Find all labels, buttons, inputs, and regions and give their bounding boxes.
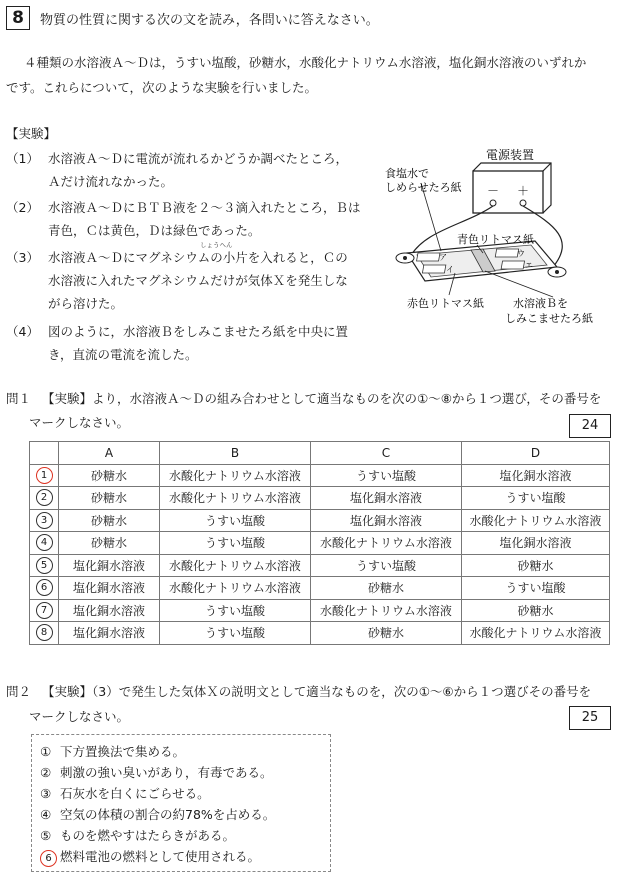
table-cell: 水酸化ナトリウム水溶液	[160, 577, 311, 600]
table-cell: 塩化銅水溶液	[59, 622, 160, 645]
choice-4: ④ 空気の体積の割合の約78%を占める。	[40, 807, 276, 822]
experiment-1-num: （1）	[6, 151, 39, 166]
table-cell: うすい塩酸	[462, 577, 610, 600]
table-cell: 水酸化ナトリウム水溶液	[311, 599, 462, 622]
power-supply-label: 電源装置	[486, 148, 535, 162]
q2-line-1: 【実験】（3）で発生した気体Ｘの説明文として適当なものを，次の①～⑥から１つ選びその番号を	[42, 684, 592, 699]
solution-b-label-2: しみこませたろ紙	[505, 312, 593, 325]
q2-choices-box	[31, 734, 331, 872]
table-row	[30, 464, 610, 487]
table-header-cell: A	[59, 442, 160, 465]
table-header-row	[30, 442, 610, 465]
paragraph-line-1: ４種類の水溶液Ａ～Ｄは，うすい塩酸，砂糖水，水酸化ナトリウム水溶液，塩化銅水溶液のいずれか	[24, 55, 587, 70]
ruby-shouhen: しょうへん	[200, 241, 233, 249]
experiment-heading: 【実験】	[6, 126, 57, 141]
table-cell: うすい塩酸	[160, 509, 311, 532]
option-number-cell	[30, 464, 59, 487]
table-cell: 水酸化ナトリウム水溶液	[311, 532, 462, 555]
option-number: 6	[36, 579, 53, 596]
blue-litmus-label: 青色リトマス紙	[457, 233, 534, 246]
option-number: 8	[36, 624, 53, 641]
table-cell: 水酸化ナトリウム水溶液	[160, 554, 311, 577]
table-cell: うすい塩酸	[160, 599, 311, 622]
table-cell: 砂糖水	[59, 487, 160, 510]
table-cell: 塩化銅水溶液	[311, 487, 462, 510]
table-cell: 塩化銅水溶液	[462, 532, 610, 555]
table-cell: 塩化銅水溶液	[59, 554, 160, 577]
option-number-cell	[30, 509, 59, 532]
option-number: 2	[36, 489, 53, 506]
experiment-2-line-1: 水溶液Ａ～ＤにＢＴＢ液を２～３滴入れたところ，Ｂは	[48, 200, 361, 215]
q1-label: 問１	[6, 391, 32, 406]
table-cell: うすい塩酸	[311, 464, 462, 487]
power-supply	[473, 171, 543, 213]
selected-option-mark: 1	[36, 467, 53, 484]
plus-terminal	[520, 200, 526, 206]
table-cell: 水酸化ナトリウム水溶液	[160, 487, 311, 510]
choice-2: ② 刺激の強い臭いがあり，有毒である。	[40, 765, 273, 780]
choice-5: ⑤ ものを燃やすはたらきがある。	[40, 828, 236, 843]
table-row	[30, 487, 610, 510]
table-header-cell	[30, 442, 59, 465]
choice-3: ③ 石灰水を白くにごらせる。	[40, 786, 210, 801]
table-cell: 砂糖水	[462, 599, 610, 622]
paragraph-line-2: です。これらについて，次のような実験を行いました。	[6, 80, 318, 95]
intro-text: 物質の性質に関する次の文を読み，各問いに答えなさい。	[40, 13, 379, 28]
q1-line-1: 【実験】より，水溶液Ａ～Ｄの組み合わせとして適当なものを次の①～⑧から１つ選び，その番号を	[42, 391, 602, 406]
experiment-1-line-1: 水溶液Ａ～Ｄに電流が流れるかどうか調べたところ，	[48, 151, 349, 166]
option-number-cell	[30, 599, 59, 622]
option-number-cell	[30, 577, 59, 600]
table-cell: 砂糖水	[59, 464, 160, 487]
table-cell: 塩化銅水溶液	[462, 464, 610, 487]
table-cell: うすい塩酸	[160, 532, 311, 555]
option-number: 7	[36, 602, 53, 619]
red-litmus-label: 赤色リトマス紙	[407, 297, 484, 310]
table-header-cell: D	[462, 442, 610, 465]
table-cell: 塩化銅水溶液	[311, 509, 462, 532]
question-number-box: 8	[6, 6, 30, 30]
experiment-2-line-2: 青色，Ｃは黄色，Ｄは緑色であった。	[48, 223, 261, 238]
q2-line-2: マークしなさい。	[29, 709, 130, 724]
option-number-cell	[30, 622, 59, 645]
experiment-1-line-2: Ａだけ流れなかった。	[48, 174, 174, 189]
q1-line-2: マークしなさい。	[29, 415, 130, 430]
experiment-2-num: （2）	[6, 200, 39, 215]
experiment-4-line-2: き，直流の電流を流した。	[48, 347, 198, 362]
table-cell: 水酸化ナトリウム水溶液	[160, 464, 311, 487]
table-row	[30, 532, 610, 555]
q1-answer-number-box: 24	[569, 414, 611, 438]
experiment-3-num: （3）	[6, 250, 39, 265]
table-cell: 砂糖水	[311, 622, 462, 645]
table-cell: 水酸化ナトリウム水溶液	[462, 509, 610, 532]
table-row	[30, 554, 610, 577]
option-number: 4	[36, 534, 53, 551]
table-cell: うすい塩酸	[462, 487, 610, 510]
paper-label-i: イ	[446, 265, 454, 274]
table-header-cell: B	[160, 442, 311, 465]
option-number: 3	[36, 512, 53, 529]
choice-6: 6 燃料電池の燃料として使用される。	[40, 847, 260, 867]
table-cell: 塩化銅水溶液	[59, 599, 160, 622]
table-row	[30, 509, 610, 532]
experiment-4-num: （4）	[6, 324, 39, 339]
experiment-3-line-3: がら溶けた。	[48, 296, 124, 311]
solution-b-label-1: 水溶液Ｂを	[513, 297, 568, 310]
paper-label-a: ア	[439, 253, 447, 262]
experiment-3-line-2: 水溶液に入れたマグネシウムだけが気体Ｘを発生しな	[48, 273, 348, 288]
table-header-cell: C	[311, 442, 462, 465]
q2-label: 問２	[6, 684, 32, 699]
experiment-4-line-1: 図のように，水溶液Ｂをしみこませたろ紙を中央に置	[48, 324, 349, 339]
minus-terminal	[490, 200, 496, 206]
minus-label: －	[487, 184, 500, 198]
table-cell: 砂糖水	[59, 532, 160, 555]
table-cell: 水酸化ナトリウム水溶液	[462, 622, 610, 645]
table-cell: うすい塩酸	[311, 554, 462, 577]
table-cell: 砂糖水	[59, 509, 160, 532]
q2-answer-number-box: 25	[569, 706, 611, 730]
table-row	[30, 599, 610, 622]
salt-paper-label-2: しめらせたろ紙	[385, 181, 462, 194]
table-row	[30, 622, 610, 645]
choice-1: ① 下方置換法で集める。	[40, 744, 186, 759]
plus-label: ＋	[517, 184, 530, 198]
paper-label-u: ウ	[517, 249, 525, 258]
table-row	[30, 577, 610, 600]
table-cell: 砂糖水	[311, 577, 462, 600]
table-cell: うすい塩酸	[160, 622, 311, 645]
experiment-figure	[385, 145, 615, 340]
experiment-3-line-1: 水溶液Ａ～Ｄにマグネシウムの小片を入れると，Ｃの	[48, 250, 348, 265]
q1-options-table	[29, 441, 610, 645]
table-cell: 砂糖水	[462, 554, 610, 577]
option-number-cell	[30, 487, 59, 510]
option-number: 5	[36, 557, 53, 574]
selected-choice-mark: 6	[40, 850, 57, 867]
table-cell: 塩化銅水溶液	[59, 577, 160, 600]
paper-label-e: エ	[525, 261, 533, 270]
salt-paper-label-1: 食塩水で	[385, 167, 429, 180]
option-number-cell	[30, 554, 59, 577]
option-number-cell	[30, 532, 59, 555]
